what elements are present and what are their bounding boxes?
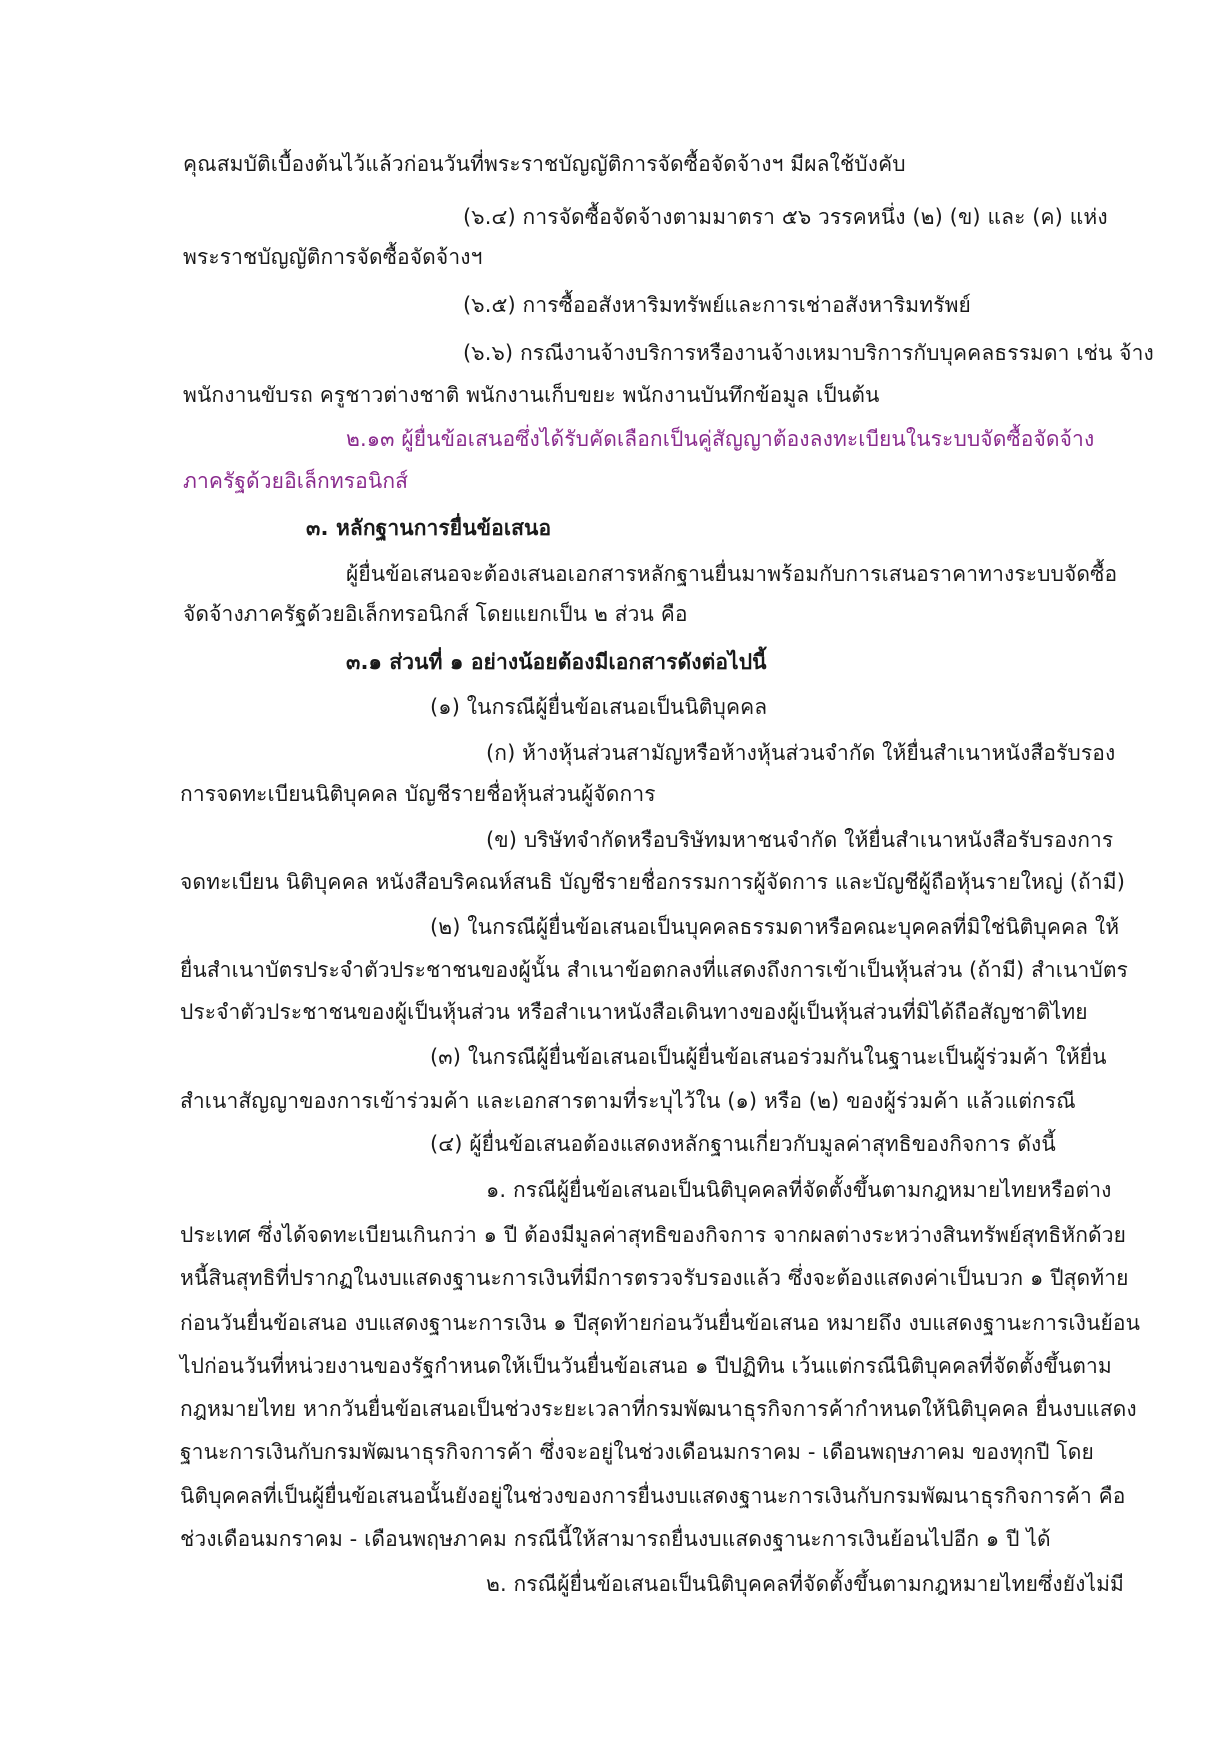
text-line: พนักงานขับรถ ครูชาวต่างชาติ พนักงานเก็บขยะ พนักงานบันทึกข้อมูล เป็นต้น [183, 383, 880, 407]
text-line: (๓) ในกรณีผู้ยื่นข้อเสนอเป็นผู้ยื่นข้อเสนอร่วมกันในฐานะเป็นผู้ร่วมค้า ให้ยื่น [430, 1045, 1107, 1069]
text-line: คุณสมบัติเบื้องต้นไว้แล้วก่อนวันที่พระราชบัญญัติการจัดซื้อจัดจ้างฯ มีผลใช้บังคับ [183, 152, 906, 176]
text-line: ก่อนวันยื่นข้อเสนอ งบแสดงฐานะการเงิน ๑ ปีสุดท้ายก่อนวันยื่นข้อเสนอ หมายถึง งบแสดงฐานะการเงินย้อน [180, 1311, 1141, 1335]
text-line: ๑. กรณีผู้ยื่นข้อเสนอเป็นนิติบุคคลที่จัดตั้งขึ้นตามกฎหมายไทยหรือต่าง [486, 1178, 1112, 1202]
subsection-heading: ๓.๑ ส่วนที่ ๑ อย่างน้อยต้องมีเอกสารดังต่อไปนี้ [346, 650, 767, 674]
text-line: (๑) ในกรณีผู้ยื่นข้อเสนอเป็นนิติบุคคล [430, 695, 768, 719]
text-line: (๖.๔) การจัดซื้อจัดจ้างตามมาตรา ๕๖ วรรคหนึ่ง (๒) (ข) และ (ค) แห่ง [463, 205, 1108, 229]
text-line: จัดจ้างภาครัฐด้วยอิเล็กทรอนิกส์ โดยแยกเป็น ๒ ส่วน คือ [183, 602, 688, 626]
text-line: จดทะเบียน นิติบุคคล หนังสือบริคณห์สนธิ บัญชีรายชื่อกรรมการผู้จัดการ และบัญชีผู้ถือหุ้นรายใหญ่ (ถ้ามี) [180, 870, 1125, 894]
text-line: (๒) ในกรณีผู้ยื่นข้อเสนอเป็นบุคคลธรรมดาหรือคณะบุคคลที่มิใช่นิติบุคคล ให้ [430, 915, 1120, 939]
text-line: พระราชบัญญัติการจัดซื้อจัดจ้างฯ [183, 245, 483, 269]
text-line: ไปก่อนวันที่หน่วยงานของรัฐกำหนดให้เป็นวันยื่นข้อเสนอ ๑ ปีปฏิทิน เว้นแต่กรณีนิติบุคคลที่จัดตั้งขึ้นตาม [180, 1354, 1112, 1378]
text-line: กฎหมายไทย หากวันยื่นข้อเสนอเป็นช่วงระยะเวลาที่กรมพัฒนาธุรกิจการค้ากำหนดให้นิติบุคคล ยื่นงบแสดง [180, 1397, 1137, 1421]
text-line: ประจำตัวประชาชนของผู้เป็นหุ้นส่วน หรือสำเนาหนังสือเดินทางของผู้เป็นหุ้นส่วนที่มิได้ถือสัญชาติไทย [180, 1000, 1088, 1024]
text-line: การจดทะเบียนนิติบุคคล บัญชีรายชื่อหุ้นส่วนผู้จัดการ [180, 782, 656, 806]
text-line: ยื่นสำเนาบัตรประจำตัวประชาชนของผู้นั้น สำเนาข้อตกลงที่แสดงถึงการเข้าเป็นหุ้นส่วน (ถ้ามี) สำเนาบัตร [180, 958, 1128, 982]
text-line: ๒. กรณีผู้ยื่นข้อเสนอเป็นนิติบุคคลที่จัดตั้งขึ้นตามกฎหมายไทยซึ่งยังไม่มี [486, 1572, 1124, 1596]
text-line: (ข) บริษัทจำกัดหรือบริษัทมหาชนจำกัด ให้ยื่นสำเนาหนังสือรับรองการ [486, 828, 1114, 852]
text-line: (๔) ผู้ยื่นข้อเสนอต้องแสดงหลักฐานเกี่ยวกับมูลค่าสุทธิของกิจการ ดังนี้ [430, 1132, 1056, 1156]
text-line: ช่วงเดือนมกราคม - เดือนพฤษภาคม กรณีนี้ให้สามารถยื่นงบแสดงฐานะการเงินย้อนไปอีก ๑ ปี ได้ [180, 1527, 1051, 1551]
text-line: ประเทศ ซึ่งได้จดทะเบียนเกินกว่า ๑ ปี ต้องมีมูลค่าสุทธิของกิจการ จากผลต่างระหว่างสินทรัพย์สุทธิหักด้วย [180, 1223, 1127, 1247]
text-line: (๖.๕) การซื้ออสังหาริมทรัพย์และการเช่าอสังหาริมทรัพย์ [463, 293, 971, 317]
text-line: สำเนาสัญญาของการเข้าร่วมค้า และเอกสารตามที่ระบุไว้ใน (๑) หรือ (๒) ของผู้ร่วมค้า แล้วแต่กรณี [180, 1089, 1076, 1113]
section-heading: ๓. หลักฐานการยื่นข้อเสนอ [306, 516, 552, 540]
text-line: ฐานะการเงินกับกรมพัฒนาธุรกิจการค้า ซึ่งจะอยู่ในช่วงเดือนมกราคม - เดือนพฤษภาคม ของทุกปี โดย [180, 1440, 1094, 1464]
text-line: ผู้ยื่นข้อเสนอจะต้องเสนอเอกสารหลักฐานยื่นมาพร้อมกับการเสนอราคาทางระบบจัดซื้อ [346, 562, 1118, 586]
text-line: นิติบุคคลที่เป็นผู้ยื่นข้อเสนอนั้นยังอยู่ในช่วงของการยื่นงบแสดงฐานะการเงินกับกรมพัฒนาธุรกิจการค้า คือ [180, 1484, 1126, 1508]
text-line: (ก) ห้างหุ้นส่วนสามัญหรือห้างหุ้นส่วนจำกัด ให้ยื่นสำเนาหนังสือรับรอง [486, 741, 1116, 765]
text-line: หนี้สินสุทธิที่ปรากฏในงบแสดงฐานะการเงินที่มีการตรวจรับรองแล้ว ซึ่งจะต้องแสดงค่าเป็นบวก ๑ ปีสุดท้าย [180, 1266, 1129, 1290]
text-line: (๖.๖) กรณีงานจ้างบริการหรืองานจ้างเหมาบริการกับบุคคลธรรมดา เช่น จ้าง [463, 341, 1154, 365]
highlighted-clause-line: ๒.๑๓ ผู้ยื่นข้อเสนอซึ่งได้รับคัดเลือกเป็นคู่สัญญาต้องลงทะเบียนในระบบจัดซื้อจัดจ้าง [346, 427, 1095, 451]
highlighted-clause-line: ภาครัฐด้วยอิเล็กทรอนิกส์ [183, 469, 409, 493]
